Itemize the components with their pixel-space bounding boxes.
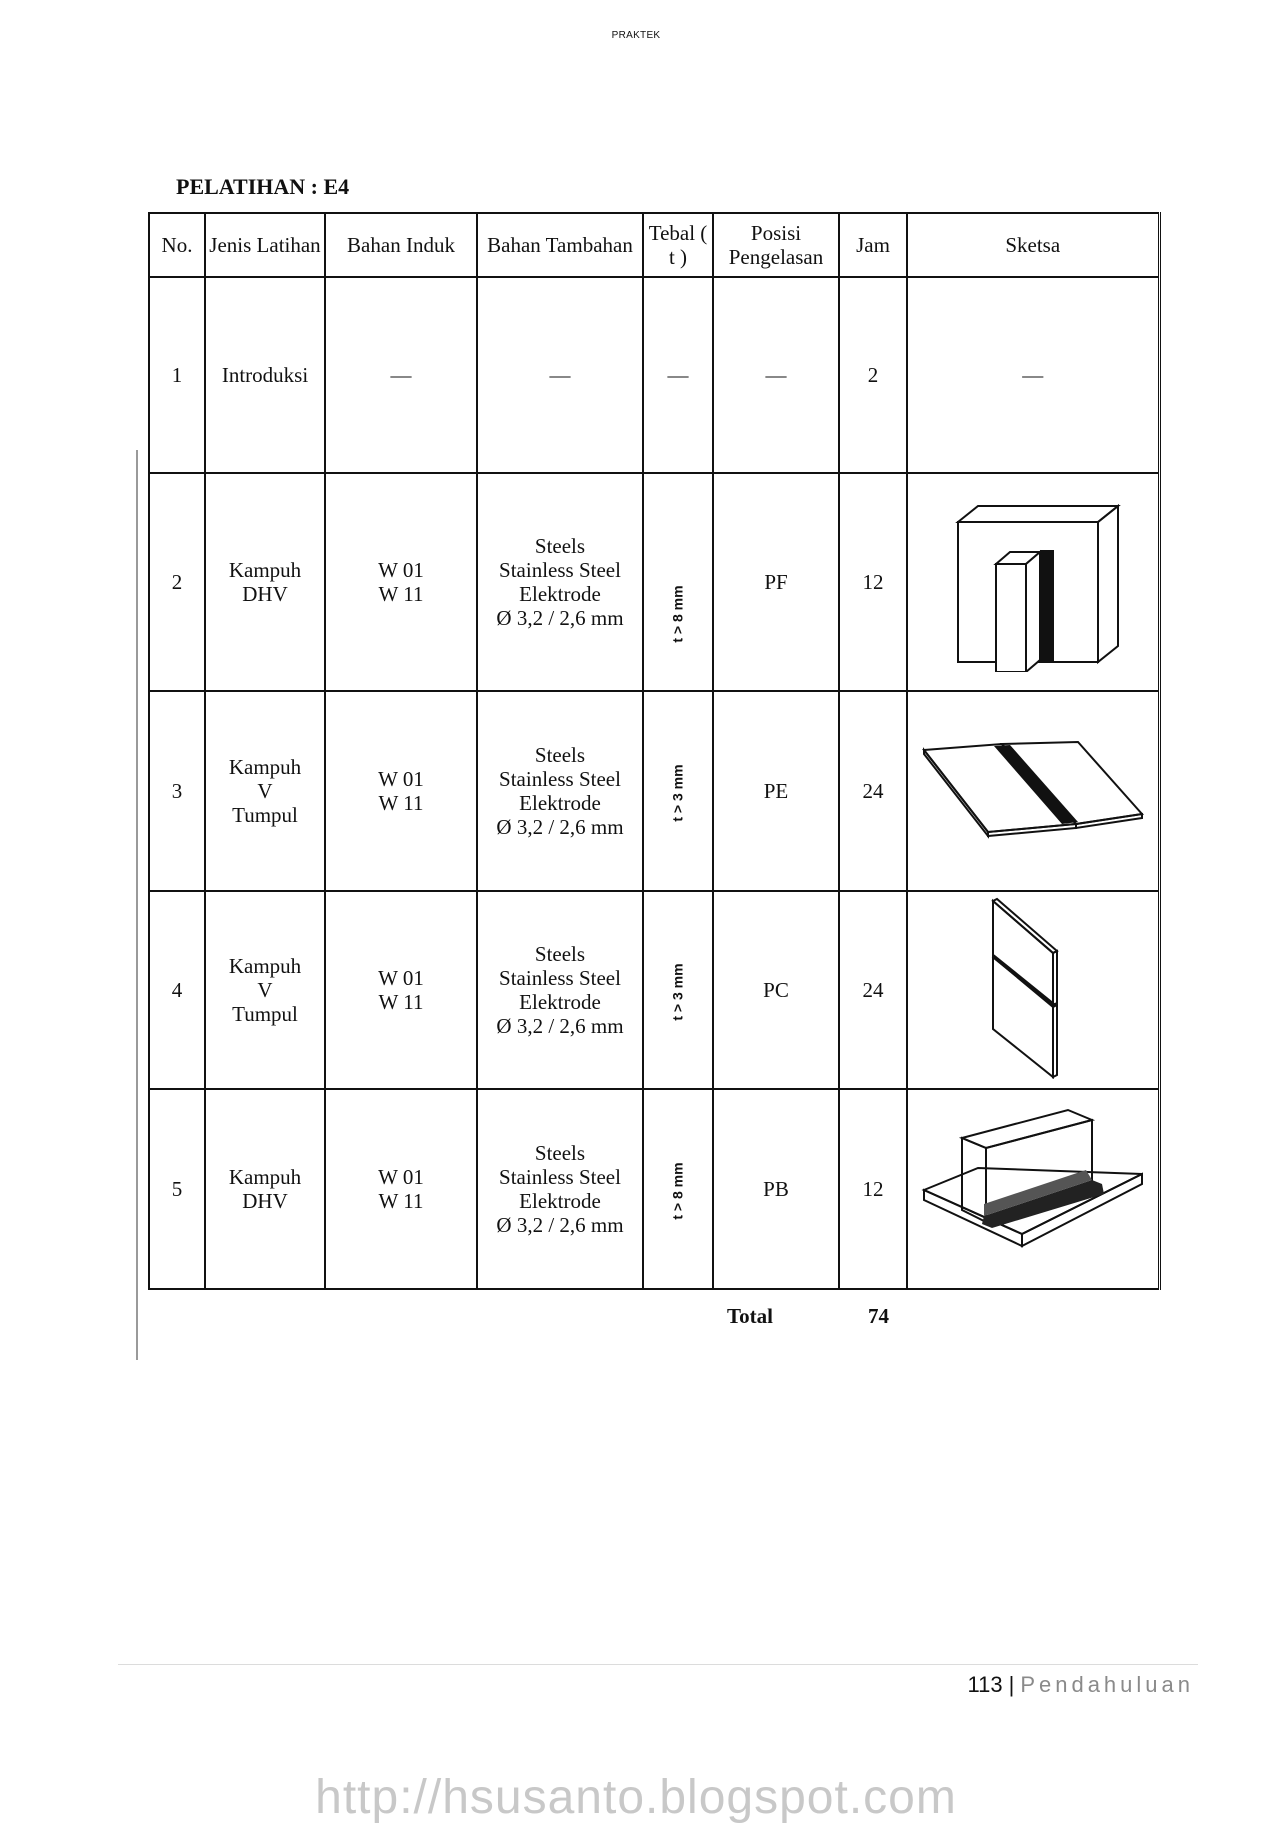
bahan-tambahan-line: Stainless Steel: [499, 1164, 621, 1189]
header-bahan-tambahan: Bahan Tambahan: [477, 213, 643, 277]
header-jam: Jam: [839, 213, 907, 277]
bahan-tambahan-line: Stainless Steel: [499, 766, 621, 791]
bahan-tambahan-line: Elektrode: [519, 582, 601, 606]
scan-edge-line: [136, 450, 138, 1360]
cell-bahan-induk: [325, 891, 477, 1089]
tebal-value: t > 3 mm: [669, 963, 686, 1021]
bahan-induk-line: W 11: [378, 1189, 424, 1213]
cell-bahan-induk: [325, 691, 477, 891]
footer-separator: |: [1008, 1672, 1015, 1697]
cell-tebal: [643, 891, 713, 1089]
bahan-induk-line: W 11: [378, 791, 424, 815]
bahan-tambahan-line: Ø 3,2 / 2,6 mm: [496, 815, 624, 840]
flat-butt-joint-icon: [918, 736, 1148, 846]
cell-jam: 2: [839, 277, 907, 473]
cell-posisi: PC: [713, 891, 839, 1089]
cell-no: 4: [149, 891, 205, 1089]
cell-bahan-tambahan: [477, 891, 643, 1089]
jenis-line: Kampuh: [228, 953, 302, 978]
page-number: 113: [967, 1672, 1003, 1697]
header-jenis-latihan: Jenis Latihan: [205, 213, 325, 277]
bahan-tambahan-line: Ø 3,2 / 2,6 mm: [496, 1213, 624, 1238]
cell-jenis-latihan: Kampuh DHV: [205, 1089, 325, 1289]
bahan-induk-line: W 01: [378, 965, 424, 990]
vertical-plate-joint-icon: [938, 492, 1128, 672]
cell-jam: 24: [839, 891, 907, 1089]
bahan-induk-line: W 01: [378, 1164, 424, 1189]
bahan-tambahan-line: Stainless Steel: [499, 557, 621, 582]
footer-divider: [118, 1664, 1198, 1665]
header-bahan-induk: Bahan Induk: [325, 213, 477, 277]
bahan-tambahan-line: Steels: [534, 941, 586, 966]
cell-posisi: PE: [713, 691, 839, 891]
cell-sketsa: —: [907, 277, 1159, 473]
cell-no: 5: [149, 1089, 205, 1289]
cell-jenis-latihan: Introduksi: [205, 277, 325, 473]
cell-jenis-latihan: [205, 691, 325, 891]
cell-bahan-induk: [325, 1089, 477, 1289]
cell-jam: 12: [839, 1089, 907, 1289]
page-header: PRAKTEK: [611, 30, 661, 41]
bahan-tambahan-line: Elektrode: [519, 990, 601, 1014]
t-fillet-joint-icon: [918, 1104, 1148, 1274]
cell-bahan-induk: [325, 473, 477, 691]
tebal-value: t > 8 mm: [669, 1162, 686, 1220]
cell-posisi: PB: [713, 1089, 839, 1289]
bahan-tambahan-line: Steels: [534, 533, 586, 558]
watermark-url: http://hsusanto.blogspot.com: [315, 1771, 957, 1824]
cell-posisi: PF: [713, 473, 839, 691]
table-header-row: [149, 213, 1159, 277]
header-sketsa: Sketsa: [907, 213, 1159, 277]
cell-jenis-latihan: Kampuh DHV: [205, 473, 325, 691]
bahan-tambahan-line: Ø 3,2 / 2,6 mm: [496, 606, 624, 631]
cell-tebal: [643, 691, 713, 891]
cell-bahan-tambahan: —: [477, 277, 643, 473]
section-name: Pendahuluan: [1020, 1672, 1194, 1697]
bahan-tambahan-line: Elektrode: [519, 1189, 601, 1213]
table-row: [149, 691, 1159, 891]
table-row: [149, 1089, 1159, 1289]
cell-jenis-latihan: [205, 891, 325, 1089]
bahan-tambahan-line: Steels: [534, 1140, 586, 1165]
header-no: No.: [149, 213, 205, 277]
training-table: [148, 212, 1161, 1290]
cell-tebal: [643, 473, 713, 691]
cell-sketsa: [907, 473, 1159, 691]
page-footer: [968, 1672, 1194, 1698]
cell-bahan-induk: —: [325, 277, 477, 473]
bahan-tambahan-line: Elektrode: [519, 791, 601, 815]
training-table-wrapper: [148, 212, 1158, 1288]
bahan-induk-line: W 01: [378, 766, 424, 791]
table-row: [149, 473, 1159, 691]
cell-bahan-tambahan: [477, 1089, 643, 1289]
total-value: 74: [868, 1304, 889, 1328]
cell-jam: 12: [839, 473, 907, 691]
jenis-line: V: [257, 778, 273, 803]
bahan-induk-line: W 11: [378, 990, 424, 1014]
cell-sketsa: [907, 1089, 1159, 1289]
cell-tebal: [643, 1089, 713, 1289]
bahan-tambahan-line: Steels: [534, 742, 586, 767]
cell-no: 1: [149, 277, 205, 473]
table-row: [149, 891, 1159, 1089]
header-tebal: Tebal ( t ): [643, 213, 713, 277]
total-row: [0, 1300, 1272, 1340]
horizontal-butt-joint-icon: [973, 895, 1093, 1085]
cell-posisi: —: [713, 277, 839, 473]
cell-tebal: —: [643, 277, 713, 473]
cell-sketsa: [907, 691, 1159, 891]
tebal-value: t > 3 mm: [669, 764, 686, 822]
jenis-line: Tumpul: [232, 1002, 298, 1027]
bahan-tambahan-line: Ø 3,2 / 2,6 mm: [496, 1014, 624, 1039]
cell-no: 2: [149, 473, 205, 691]
bahan-tambahan-line: Stainless Steel: [499, 965, 621, 990]
jenis-line: V: [257, 977, 273, 1002]
training-title: PELATIHAN : E4: [176, 174, 350, 199]
bahan-induk-line: W 11: [378, 582, 424, 606]
jenis-line: Kampuh: [228, 754, 302, 779]
cell-jam: 24: [839, 691, 907, 891]
bahan-induk-line: W 01: [378, 557, 424, 582]
table-row: [149, 277, 1159, 473]
tebal-value: t > 8 mm: [669, 585, 686, 643]
jenis-line: Tumpul: [232, 803, 298, 828]
cell-sketsa: [907, 891, 1159, 1089]
cell-bahan-tambahan: [477, 691, 643, 891]
cell-no: 3: [149, 691, 205, 891]
cell-bahan-tambahan: [477, 473, 643, 691]
total-label: Total: [727, 1304, 773, 1328]
header-posisi-pengelasan: Posisi Pengelasan: [713, 213, 839, 277]
